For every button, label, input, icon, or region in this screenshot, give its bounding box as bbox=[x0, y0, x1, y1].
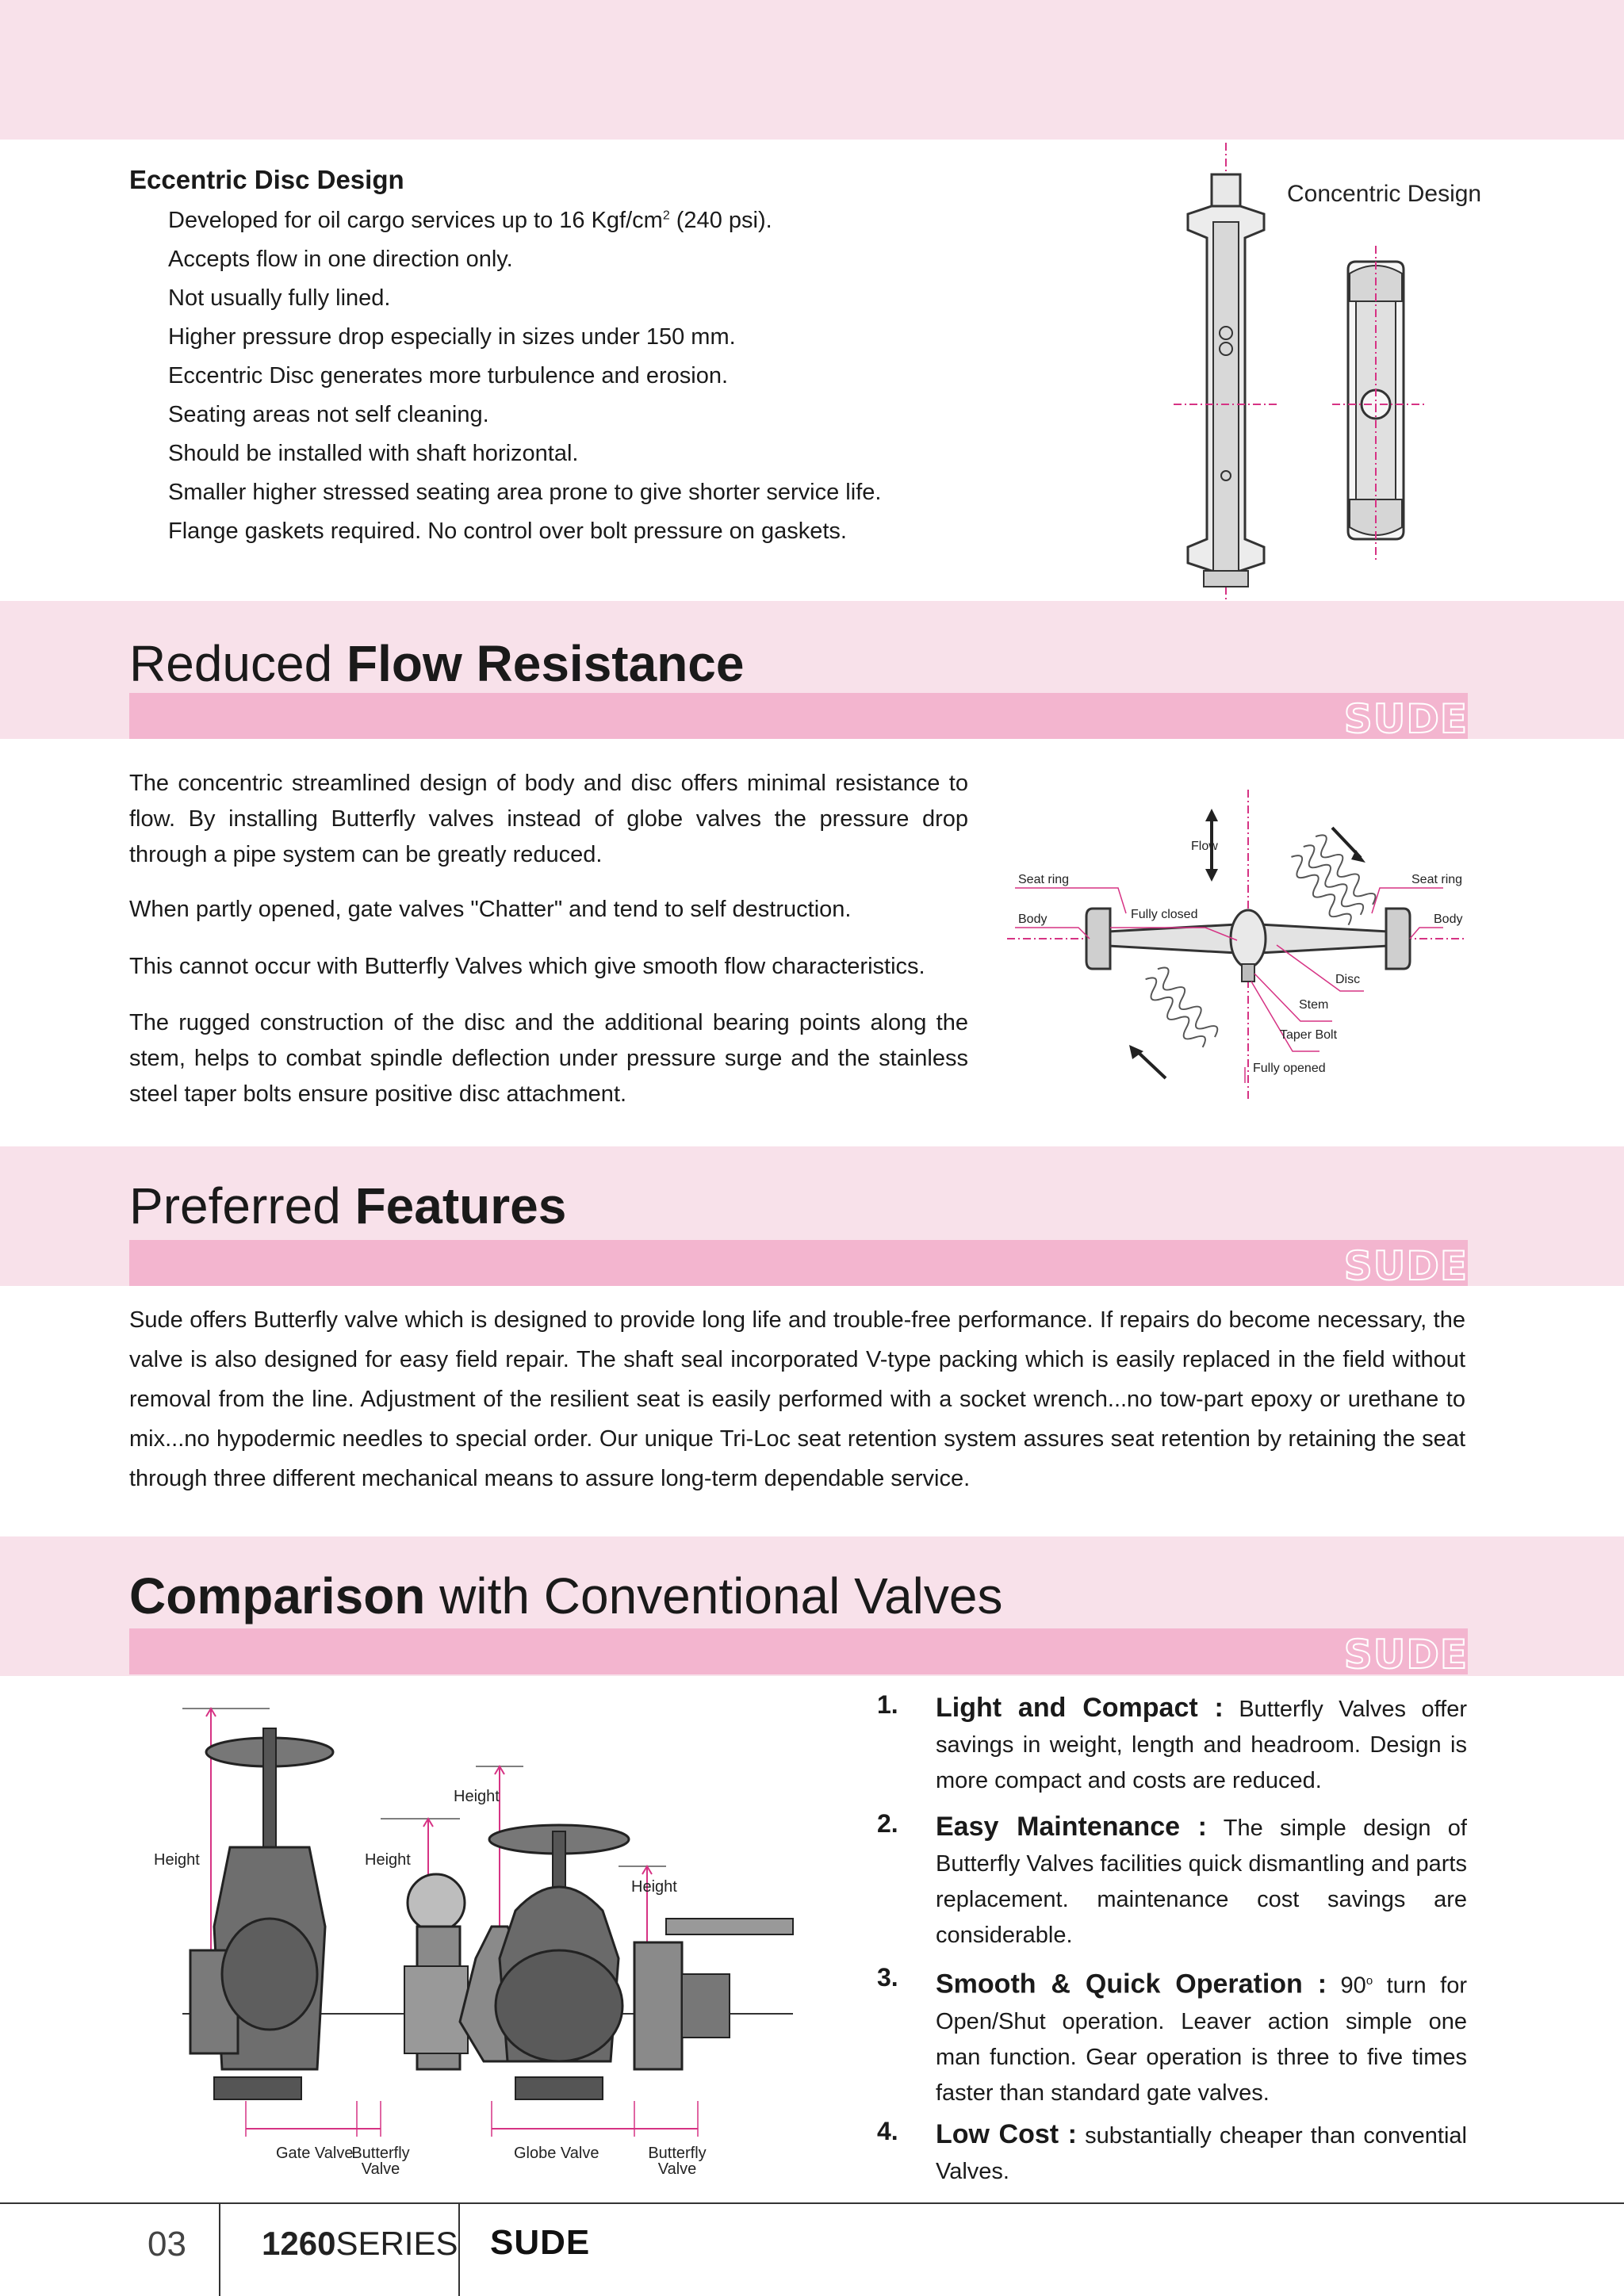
eccentric-item-text: Developed for oil cargo services up to 16 Kgf/cm bbox=[168, 208, 663, 233]
stem-label: Stem bbox=[1299, 998, 1329, 1012]
eccentric-item: Higher pressure drop especially in sizes under 150 mm. bbox=[168, 324, 736, 350]
eccentric-item: Smaller higher stressed seating area prone to give shorter service life. bbox=[168, 480, 882, 505]
butterfly-valve-label: Butterfly bbox=[648, 2145, 707, 2162]
eccentric-item: Should be installed with shaft horizontal. bbox=[168, 441, 579, 466]
comparison-item-number: 1. bbox=[877, 1690, 898, 1719]
comparison-item-body: turn for Open/Shut operation. Leaver action simple one man function. Gear operation is three to five times faster than standard gate valves. bbox=[936, 1973, 1467, 2106]
comparison-heading bbox=[129, 1567, 1002, 1625]
height-label: Height bbox=[454, 1788, 500, 1805]
taper-bolt-label: Taper Bolt bbox=[1280, 1028, 1338, 1042]
page-number: 03 bbox=[147, 2225, 186, 2263]
features-heading-bold: Features bbox=[354, 1177, 567, 1234]
comparison-item-number: 2. bbox=[877, 1809, 898, 1838]
eccentric-item: Not usually fully lined. bbox=[168, 285, 391, 311]
flow-paragraph: The concentric streamlined design of body and disc offers minimal resistance to flow. By installing Butterfly valves instead of globe valves the pressure drop through a pipe system can be greatly reduced. bbox=[129, 771, 968, 867]
eccentric-item: Accepts flow in one direction only. bbox=[168, 247, 513, 272]
flow-paragraph: When partly opened, gate valves "Chatter" and tend to self destruction. bbox=[129, 897, 852, 922]
height-label: Height bbox=[154, 1851, 200, 1869]
comparison-item-title: Smooth & Quick Operation : bbox=[936, 1969, 1327, 1999]
flow-heading-bold: Flow Resistance bbox=[346, 635, 745, 692]
concentric-design-label: Concentric Design bbox=[1287, 181, 1482, 207]
comparison-item-text bbox=[936, 1690, 1467, 1799]
features-paragraph: Sude offers Butterfly valve which is designed to provide long life and trouble-free performance. If repairs do become necessary, the valve is also designed for easy field repair. The shaft seal incorporated V-type packing which is easily replaced in the field without removal from the line. Adjustment of the resilient seat is easily performed with a socket wrench...no tow-part epoxy or urethane to mix...no hypodermic needles to special order. Our unique Tri-Loc seat retention system assures seat retention by retaining the seat through three different mechanical means to assure long-term dependable service. bbox=[129, 1307, 1465, 1491]
brand-watermark: SUDE bbox=[1343, 696, 1468, 742]
series-label bbox=[262, 2225, 458, 2263]
footer-divider bbox=[219, 2204, 220, 2296]
degree-superscript: o bbox=[1365, 1974, 1373, 1988]
butterfly-valve-label: Butterfly bbox=[351, 2145, 410, 2162]
butterfly-valve-label: Valve bbox=[657, 2160, 697, 2178]
eccentric-item: Eccentric Disc generates more turbulence and erosion. bbox=[168, 363, 729, 388]
comparison-item-title: Light and Compact : bbox=[936, 1693, 1224, 1723]
fully-closed-label: Fully closed bbox=[1131, 908, 1198, 921]
brand-watermark: SUDE bbox=[1343, 1243, 1468, 1289]
concentric-design-diagram bbox=[1166, 143, 1499, 603]
footer-rule bbox=[0, 2202, 1624, 2204]
body-right-label: Body bbox=[1434, 913, 1463, 926]
seat-ring-left-label: Seat ring bbox=[1018, 873, 1070, 886]
disc-label: Disc bbox=[1335, 973, 1361, 986]
comparison-item-number: 3. bbox=[877, 1963, 898, 1992]
eccentric-item: Seating areas not self cleaning. bbox=[168, 402, 489, 427]
comparison-item-title: Low Cost : bbox=[936, 2119, 1077, 2149]
comparison-item-text bbox=[936, 2117, 1467, 2190]
valve-comparison-diagram bbox=[143, 1689, 833, 2188]
fully-opened-label: Fully opened bbox=[1253, 1062, 1326, 1075]
comparison-heading-bold: Comparison bbox=[129, 1567, 426, 1624]
comparison-item-body: Butterfly Valves offer savings in weight, length and headroom. Design is more compact and costs are reduced. bbox=[936, 1697, 1467, 1793]
seat-ring-right-label: Seat ring bbox=[1411, 873, 1463, 886]
comparison-item-body-pre: 90 bbox=[1327, 1973, 1366, 1999]
comparison-stripe bbox=[129, 1628, 1468, 1678]
brand-logo: SUDE bbox=[490, 2223, 591, 2262]
flow-diagram bbox=[1007, 790, 1483, 1099]
body-left-label: Body bbox=[1018, 913, 1048, 926]
flow-label: Flow bbox=[1191, 840, 1218, 853]
flow-paragraph: This cannot occur with Butterfly Valves which give smooth flow characteristics. bbox=[129, 954, 925, 979]
flow-paragraph: The rugged construction of the disc and the additional bearing points along the stem, helps to combat spindle deflection under pressure surge and the stainless steel taper bolts ensure positive disc attachment. bbox=[129, 1010, 968, 1107]
comparison-item-title: Easy Maintenance : bbox=[936, 1812, 1207, 1842]
top-band bbox=[0, 0, 1624, 140]
brand-watermark: SUDE bbox=[1343, 1632, 1468, 1678]
comparison-item-body: The simple design of Butterfly Valves facilities quick dismantling and parts replacement. maintenance cost savings are considerable. bbox=[936, 1816, 1467, 1948]
series-word: SERIES bbox=[335, 2225, 458, 2262]
flow-heading bbox=[129, 634, 744, 693]
eccentric-item-suffix: (240 psi). bbox=[669, 208, 772, 233]
footer-divider bbox=[458, 2204, 460, 2296]
eccentric-title: Eccentric Disc Design bbox=[129, 165, 404, 194]
height-label: Height bbox=[365, 1851, 411, 1869]
features-heading-light: Preferred bbox=[129, 1177, 355, 1234]
comparison-item-text bbox=[936, 1809, 1467, 1954]
comparison-item-body: substantially cheaper than convential Valves. bbox=[936, 2123, 1467, 2184]
comparison-item-number: 4. bbox=[877, 2117, 898, 2145]
comparison-heading-light: with Conventional Valves bbox=[425, 1567, 1003, 1624]
superscript: 2 bbox=[662, 209, 670, 223]
features-heading bbox=[129, 1177, 566, 1235]
gate-valve-label: Gate Valve bbox=[276, 2145, 354, 2162]
series-number: 1260 bbox=[262, 2225, 336, 2262]
height-label: Height bbox=[631, 1878, 677, 1896]
comparison-item-text bbox=[936, 1963, 1467, 2111]
eccentric-item: Flange gaskets required. No control over bolt pressure on gaskets. bbox=[168, 519, 847, 544]
features-stripe bbox=[129, 1240, 1468, 1289]
flow-heading-light: Reduced bbox=[129, 635, 347, 692]
globe-valve-label: Globe Valve bbox=[514, 2145, 599, 2162]
flow-stripe bbox=[129, 693, 1468, 742]
eccentric-item bbox=[168, 208, 772, 234]
butterfly-valve-label: Valve bbox=[361, 2160, 400, 2178]
